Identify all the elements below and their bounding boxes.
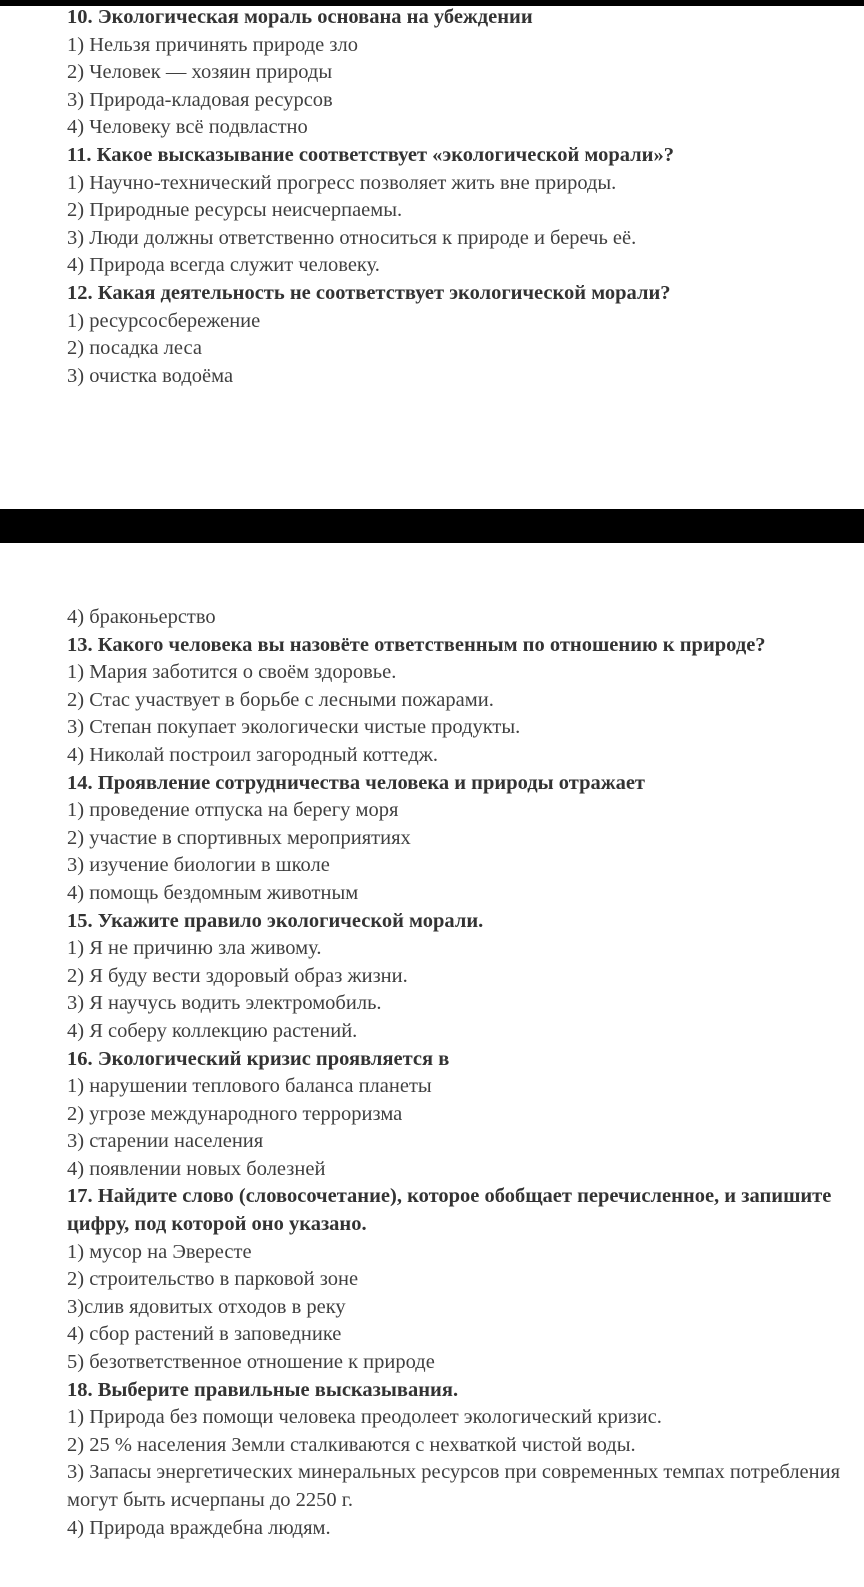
question-15-option-3: 3) Я научусь водить электромобиль.	[67, 992, 382, 1015]
question-18-option-1: 1) Природа без помощи человека преодолеет экологический кризис.	[67, 1406, 662, 1429]
document-page-2	[67, 604, 847, 1542]
page-separator-bar	[0, 509, 864, 543]
question-12-option-4: 4) браконьерство	[67, 606, 216, 628]
question-10-option-3: 3) Природа-кладовая ресурсов	[67, 88, 333, 111]
question-18-option-4: 4) Природа враждебна людям.	[67, 1516, 331, 1539]
question-10-option-4: 4) Человеку всё подвластно	[67, 116, 308, 139]
question-14-option-3: 3) изучение биологии в школе	[67, 854, 330, 877]
question-15-option-1: 1) Я не причиню зла живому.	[67, 937, 322, 960]
question-13-option-4: 4) Николай построил загородный коттедж.	[67, 743, 439, 766]
question-16-option-3: 3) старении населения	[67, 1130, 264, 1153]
question-10-option-2: 2) Человек — хозяин природы	[67, 61, 333, 84]
question-12-option-1: 1) ресурсосбережение	[67, 309, 261, 332]
question-11-option-3: 3) Люди должны ответственно относиться к природе и беречь её.	[67, 226, 637, 249]
question-17-option-3: 3)слив ядовитых отходов в реку	[67, 1295, 346, 1318]
question-14-option-1: 1) проведение отпуска на берегу моря	[67, 799, 399, 822]
question-10-title: 10. Экологическая мораль основана на убеждении	[67, 6, 533, 28]
question-14-title: 14. Проявление сотрудничества человека и природы отражает	[67, 771, 646, 794]
question-16-option-1: 1) нарушении теплового баланса планеты	[67, 1075, 432, 1098]
question-14-option-2: 2) участие в спортивных мероприятиях	[67, 826, 411, 849]
question-17-option-1: 1) мусор на Эвересте	[67, 1240, 252, 1263]
question-17-option-2: 2) строительство в парковой зоне	[67, 1268, 359, 1291]
question-14-option-4: 4) помощь бездомным животным	[67, 881, 359, 904]
question-11-option-2: 2) Природные ресурсы неисчерпаемы.	[67, 199, 403, 222]
question-13-title: 13. Какого человека вы назовёте ответственным по отношению к природе?	[67, 633, 766, 656]
question-17-option-4: 4) сбор растений в заповеднике	[67, 1323, 342, 1346]
question-12-option-2: 2) посадка леса	[67, 337, 202, 360]
question-17-option-5: 5) безответственное отношение к природе	[67, 1351, 435, 1374]
question-13-option-1: 1) Мария заботится о своём здоровье.	[67, 661, 397, 684]
question-12-title: 12. Какая деятельность не соответствует экологической морали?	[67, 281, 671, 304]
question-13-option-3: 3) Степан покупает экологически чистые продукты.	[67, 716, 521, 739]
question-11-option-1: 1) Научно-технический прогресс позволяет жить вне природы.	[67, 171, 617, 194]
question-16-option-2: 2) угрозе международного терроризма	[67, 1102, 403, 1125]
question-16-option-4: 4) появлении новых болезней	[67, 1157, 326, 1180]
question-16-title: 16. Экологический кризис проявляется в	[67, 1047, 450, 1070]
question-18-option-2: 2) 25 % населения Земли сталкиваются с нехваткой чистой воды.	[67, 1433, 636, 1456]
document-page-1	[67, 4, 847, 390]
question-15-option-2: 2) Я буду вести здоровый образ жизни.	[67, 964, 408, 987]
question-18-option-3: 3) Запасы энергетических минеральных ресурсов при современных темпах потребления могут быть исчерпаны до 2250 г.	[67, 1461, 841, 1511]
question-15-title: 15. Укажите правило экологической морали.	[67, 909, 484, 932]
question-15-option-4: 4) Я соберу коллекцию растений.	[67, 1019, 358, 1042]
question-11-option-4: 4) Природа всегда служит человеку.	[67, 254, 380, 277]
question-11-title: 11. Какое высказывание соответствует «экологической морали»?	[67, 143, 674, 166]
question-13-option-2: 2) Стас участвует в борьбе с лесными пожарами.	[67, 688, 494, 711]
question-17-title: 17. Найдите слово (словосочетание), которое обобщает перечисленное, и запишите цифру, под которой оно указано.	[67, 1185, 832, 1236]
question-10-option-1: 1) Нельзя причинять природе зло	[67, 33, 358, 56]
question-12-option-3: 3) очистка водоёма	[67, 364, 234, 387]
question-18-title: 18. Выберите правильные высказывания.	[67, 1378, 459, 1401]
